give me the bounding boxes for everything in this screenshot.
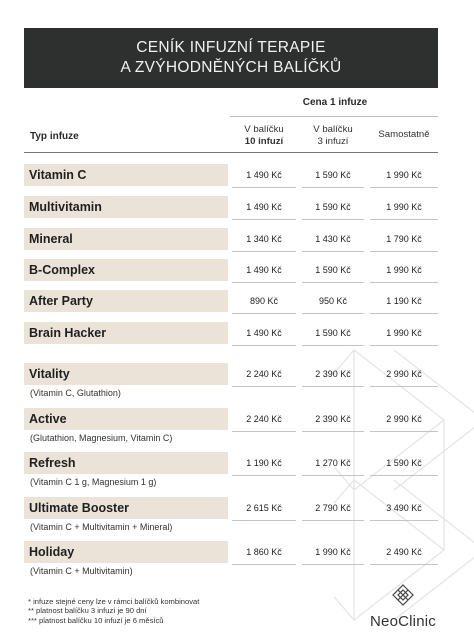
price-underline	[370, 251, 438, 252]
table-row	[24, 290, 438, 312]
infusion-ingredients: (Vitamin C + Multivitamin)	[30, 566, 133, 576]
neoclinic-logo	[368, 584, 438, 630]
infusion-name: Active	[24, 408, 228, 430]
table-header-rule	[24, 152, 438, 153]
infusion-name: Vitamin C	[24, 164, 228, 186]
infusion-name: B-Complex	[24, 259, 228, 281]
title-line-1: CENÍK INFUZNÍ TERAPIE	[136, 39, 326, 56]
title-line-2: A ZVÝHODNĚNÝCH BALÍČKŮ	[120, 59, 342, 76]
price-p3: 1 590 Kč	[315, 328, 351, 338]
price-p3: 1 270 Kč	[315, 458, 351, 468]
column-header-3: V balíčku 3 infuzí	[313, 124, 353, 147]
price-p10: 2 615 Kč	[246, 503, 282, 513]
price-p3: 1 590 Kč	[315, 170, 351, 180]
price-underline	[370, 187, 438, 188]
price-underline	[232, 187, 296, 188]
table-row	[24, 196, 438, 218]
infusion-name: Mineral	[24, 228, 228, 250]
price-underline	[302, 251, 364, 252]
price-underline	[232, 313, 296, 314]
price-underline	[370, 313, 438, 314]
price-group-header: Cena 1 infuze	[302, 97, 368, 108]
infusion-ingredients: (Vitamin C + Multivitamin + Mineral)	[30, 522, 173, 532]
table-row	[24, 259, 438, 281]
footnote: * infuze stejné ceny lze v rámci balíčků kombinovat	[28, 597, 200, 606]
price-p10: 1 490 Kč	[246, 328, 282, 338]
infusion-name: Holiday	[24, 541, 228, 563]
table-row	[24, 541, 438, 563]
price-single: 2 490 Kč	[386, 547, 422, 557]
price-underline	[370, 520, 438, 521]
infusion-name: Multivitamin	[24, 196, 228, 218]
price-p10: 1 860 Kč	[246, 547, 282, 557]
table-row	[24, 363, 438, 385]
footnote: ** platnost balíčku 3 infuzí je 90 dní	[28, 606, 147, 616]
price-p3: 2 790 Kč	[315, 503, 351, 513]
price-underline	[302, 345, 364, 346]
price-single: 1 990 Kč	[386, 170, 422, 180]
price-p3: 950 Kč	[318, 296, 348, 306]
price-underline	[370, 431, 438, 432]
column-header-10: V balíčku 10 infuzí	[244, 124, 284, 147]
logo-text: NeoClinic	[370, 613, 436, 630]
price-p10: 2 240 Kč	[246, 414, 282, 424]
price-p3: 1 430 Kč	[315, 234, 351, 244]
table-row	[24, 228, 438, 250]
price-single: 3 490 Kč	[386, 503, 422, 513]
diamond-knot-icon	[392, 584, 414, 606]
price-p10: 1 340 Kč	[246, 234, 282, 244]
price-underline	[302, 313, 364, 314]
table-row	[24, 497, 438, 519]
price-p10: 2 240 Kč	[246, 369, 282, 379]
price-underline	[232, 475, 296, 476]
price-underline	[302, 564, 364, 565]
price-underline	[302, 187, 364, 188]
price-p3: 1 990 Kč	[315, 547, 351, 557]
table-row	[24, 452, 438, 474]
price-underline	[302, 386, 364, 387]
price-p10: 1 490 Kč	[246, 265, 282, 275]
price-p10: 1 490 Kč	[246, 170, 282, 180]
price-underline	[232, 251, 296, 252]
price-single: 1 990 Kč	[386, 202, 422, 212]
price-single: 1 590 Kč	[386, 458, 422, 468]
infusion-name: Refresh	[24, 452, 228, 474]
infusion-name: Vitality	[24, 363, 228, 385]
price-underline	[232, 564, 296, 565]
price-single: 1 190 Kč	[386, 296, 422, 306]
infusion-ingredients: (Vitamin C 1 g, Magnesium 1 g)	[30, 477, 157, 487]
price-underline	[370, 219, 438, 220]
price-single: 2 990 Kč	[386, 414, 422, 424]
price-underline	[370, 345, 438, 346]
infusion-ingredients: (Glutathion, Magnesium, Vitamin C)	[30, 433, 173, 443]
price-single: 1 990 Kč	[386, 328, 422, 338]
price-p3: 2 390 Kč	[315, 414, 351, 424]
price-single: 1 990 Kč	[386, 265, 422, 275]
price-underline	[302, 475, 364, 476]
price-underline	[232, 386, 296, 387]
price-underline	[370, 282, 438, 283]
price-underline	[370, 564, 438, 565]
price-p10: 1 490 Kč	[246, 202, 282, 212]
price-list-title	[24, 28, 438, 88]
price-underline	[370, 386, 438, 387]
price-underline	[370, 475, 438, 476]
infusion-ingredients: (Vitamin C, Glutathion)	[30, 388, 121, 398]
price-underline	[302, 219, 364, 220]
price-underline	[232, 345, 296, 346]
price-underline	[232, 282, 296, 283]
price-underline	[232, 219, 296, 220]
price-underline	[302, 282, 364, 283]
price-underline	[302, 520, 364, 521]
table-row	[24, 164, 438, 186]
infusion-name: Brain Hacker	[24, 322, 228, 344]
header-divider	[230, 116, 438, 117]
price-single: 1 790 Kč	[386, 234, 422, 244]
price-p3: 1 590 Kč	[315, 265, 351, 275]
footnote: *** platnost balíčku 10 infuzí je 6 měsíců	[28, 615, 164, 625]
price-underline	[232, 431, 296, 432]
price-p10: 1 190 Kč	[246, 458, 282, 468]
table-row	[24, 322, 438, 344]
type-column-header: Typ infuze	[30, 131, 79, 142]
price-underline	[232, 520, 296, 521]
price-single: 2 990 Kč	[386, 369, 422, 379]
infusion-name: After Party	[24, 290, 228, 312]
price-underline	[302, 431, 364, 432]
price-p3: 2 390 Kč	[315, 369, 351, 379]
table-row	[24, 408, 438, 430]
infusion-name: Ultimate Booster	[24, 497, 228, 519]
footnotes	[28, 597, 199, 625]
column-header-single: Samostatně	[378, 129, 430, 140]
price-p10: 890 Kč	[249, 296, 279, 306]
price-p3: 1 590 Kč	[315, 202, 351, 212]
